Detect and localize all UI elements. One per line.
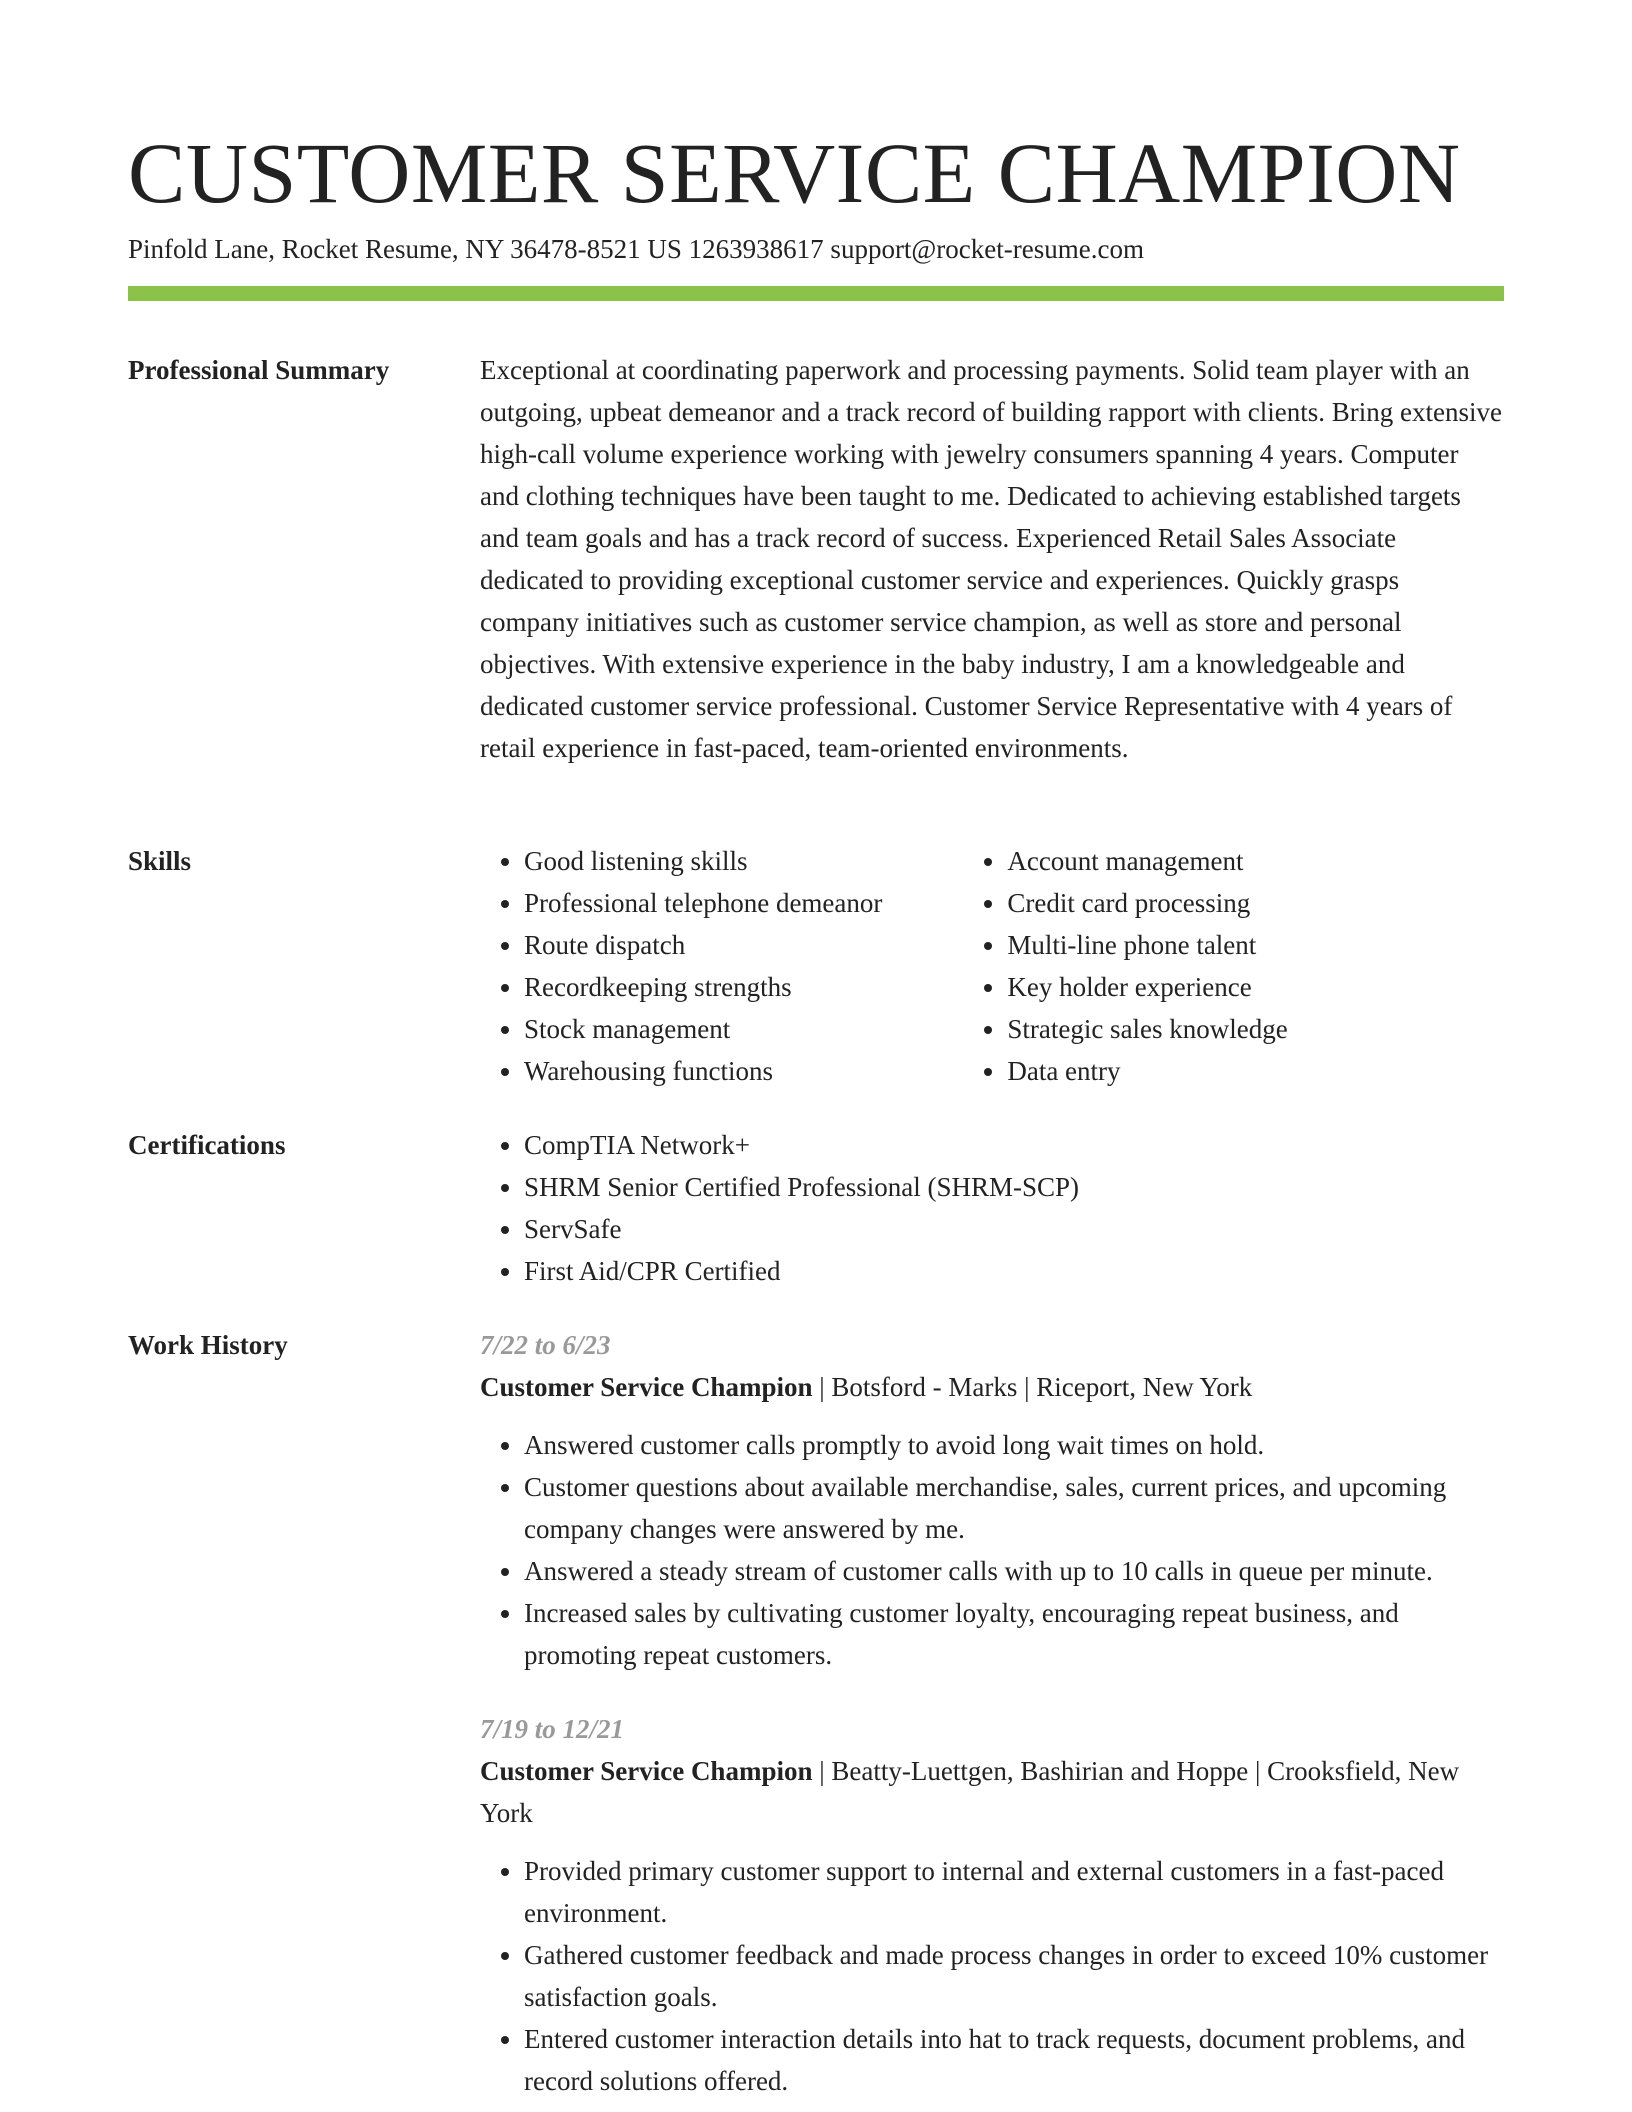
skill-item: • Account management <box>1007 840 1504 882</box>
certification-item: • First Aid/CPR Certified <box>524 1250 1504 1292</box>
job-title-line <box>480 1750 1504 1834</box>
certification-item: • SHRM Senior Certified Professional (SHRM-SCP) <box>524 1166 1504 1208</box>
skill-item: • Data entry <box>1007 1050 1504 1092</box>
skill-item: • Recordkeeping strengths <box>524 966 963 1008</box>
certifications-label: Certifications <box>128 1130 286 1160</box>
skill-item: • Route dispatch <box>524 924 963 966</box>
job-bullet: • Answered customer calls promptly to avoid long wait times on hold. <box>524 1424 1504 1466</box>
skills-list-left <box>480 840 963 1092</box>
summary-body <box>480 349 1504 769</box>
certification-item: • ServSafe <box>524 1208 1504 1250</box>
job-title-line <box>480 1366 1504 1408</box>
certifications-body <box>480 1124 1504 1292</box>
skill-item: • Stock management <box>524 1008 963 1050</box>
summary-label: Professional Summary <box>128 355 390 385</box>
job-bullet: • Increased sales by cultivating customer loyalty, encouraging repeat business, and promoting repeat customers. <box>524 1592 1504 1676</box>
skills-label: Skills <box>128 846 192 876</box>
job-details: | Beatty-Luettgen, Bashirian and Hoppe | Crooksfield, New York <box>480 1756 1460 1828</box>
resume-name-heading: CUSTOMER SERVICE CHAMPION <box>128 125 1461 221</box>
job-bullet: • Entered customer interaction details into hat to track requests, document problems, and record solutions offered. <box>524 2018 1504 2102</box>
work-history-label: Work History <box>128 1330 288 1360</box>
skill-item: • Professional telephone demeanor <box>524 882 963 924</box>
skill-item: • Good listening skills <box>524 840 963 882</box>
job-details: | Botsford - Marks | Riceport, New York <box>812 1372 1253 1402</box>
accent-divider <box>128 286 1504 301</box>
skill-item: • Multi-line phone talent <box>1007 924 1504 966</box>
work-history-body <box>480 1324 1504 2102</box>
summary-text: Exceptional at coordinating paperwork and processing payments. Solid team player with an outgoing, upbeat demeanor and a track record of building rapport with clients. Bring extensive high-call volume experience working with jewelry consumers spanning 4 years. Computer and clothing techniques have been taught to me. Dedicated to achieving established targets and team goals and has a track record of success. Experienced Retail Sales Associate dedicated to providing exceptional customer service and experiences. Quickly grasps company initiatives such as customer service champion, as well as store and personal objectives. With extensive experience in the baby industry, I am a knowledgeable and dedicated customer service professional. Customer Service Representative with 4 years of retail experience in fast-paced, team-oriented environments. <box>480 355 1502 763</box>
skills-list-right <box>963 840 1504 1092</box>
job-title: Customer Service Champion <box>480 1372 813 1402</box>
job-bullet: • Gathered customer feedback and made process changes in order to exceed 10% customer satisfaction goals. <box>524 1934 1504 2018</box>
job-bullet: • Customer questions about available merchandise, sales, current prices, and upcoming company changes were answered by me. <box>524 1466 1504 1550</box>
skills-body <box>480 840 1504 1092</box>
certification-item: • CompTIA Network+ <box>524 1124 1504 1166</box>
job-bullets <box>480 1850 1504 2102</box>
skill-item: • Credit card processing <box>1007 882 1504 924</box>
job-bullets <box>480 1424 1504 1676</box>
contact-line: Pinfold Lane, Rocket Resume, NY 36478-8521 US 1263938617 support@rocket-resume.com <box>128 234 1144 264</box>
job-bullet: • Answered a steady stream of customer calls with up to 10 calls in queue per minute. <box>524 1550 1504 1592</box>
job-bullet: • Provided primary customer support to internal and external customers in a fast-paced environment. <box>524 1850 1504 1934</box>
job-title: Customer Service Champion <box>480 1756 813 1786</box>
job-dates: 7/19 to 12/21 <box>480 1714 625 1744</box>
skill-item: • Warehousing functions <box>524 1050 963 1092</box>
job-entry <box>480 1324 1504 1676</box>
job-dates: 7/22 to 6/23 <box>480 1330 611 1360</box>
skill-item: • Key holder experience <box>1007 966 1504 1008</box>
certifications-list <box>480 1124 1504 1292</box>
skill-item: • Strategic sales knowledge <box>1007 1008 1504 1050</box>
job-entry <box>480 1708 1504 2102</box>
